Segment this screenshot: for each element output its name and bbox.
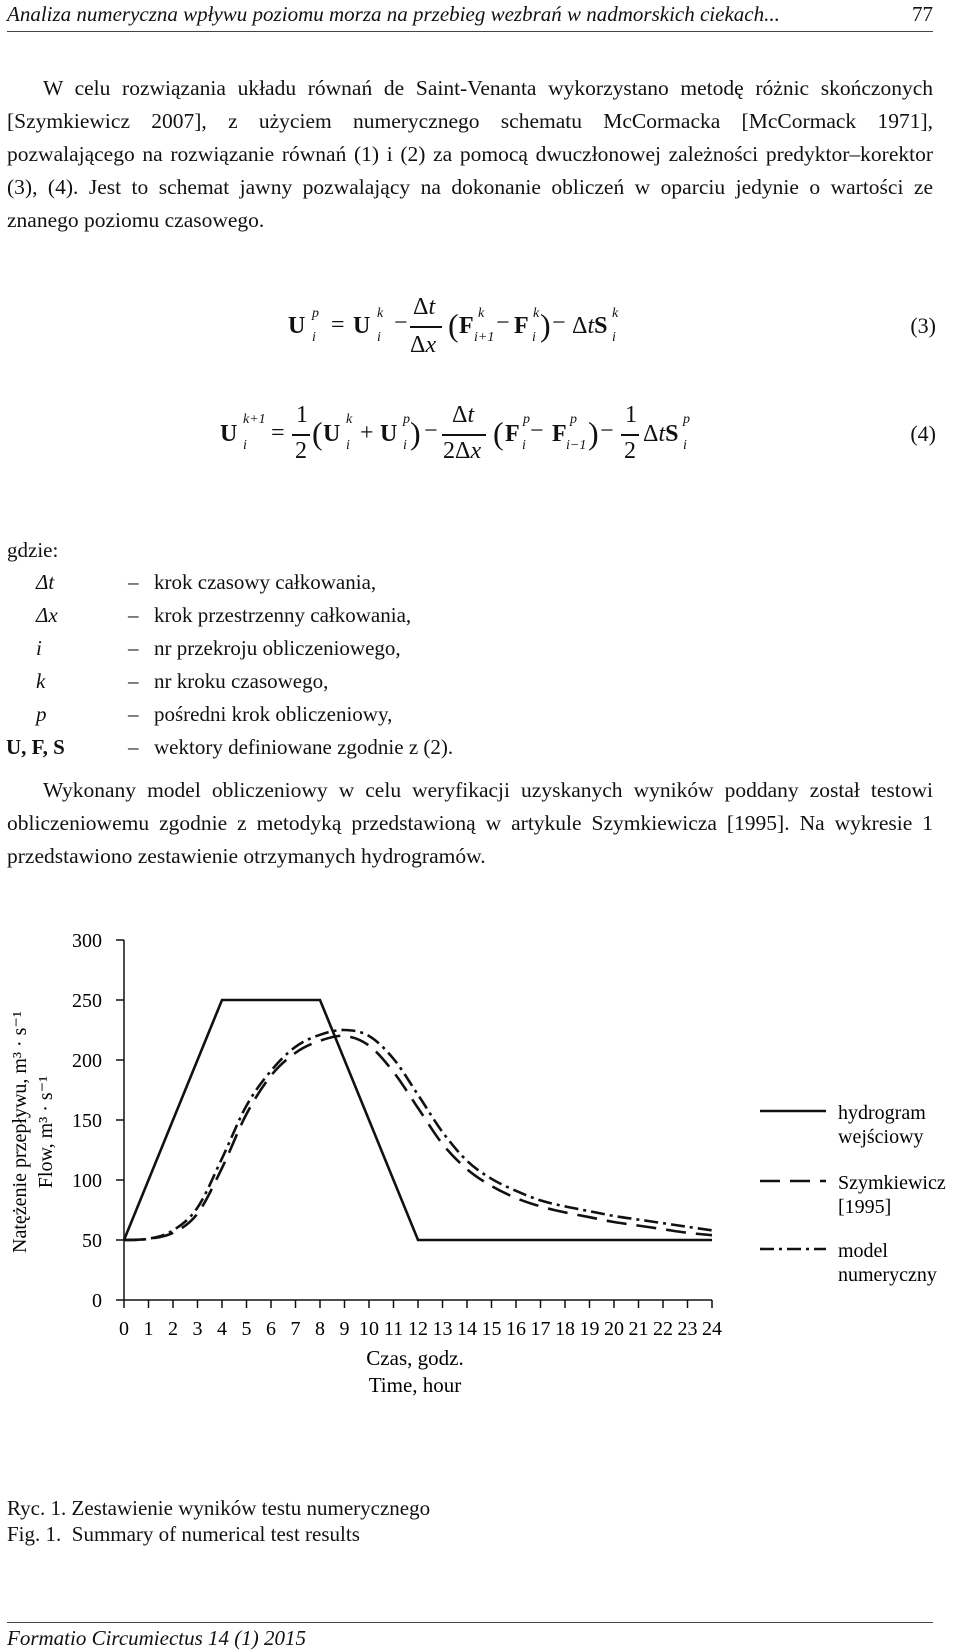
series-layer bbox=[124, 1000, 712, 1240]
x-tick-label: 15 bbox=[481, 1318, 502, 1340]
y-tick-label: 250 bbox=[72, 990, 102, 1012]
definition-symbol: k bbox=[36, 669, 46, 693]
y-tick-label: 200 bbox=[72, 1050, 102, 1072]
series-line-dash-dot bbox=[124, 1030, 712, 1240]
running-title: Analiza numeryczna wpływu poziomu morza na przebieg wezbrań w nadmorskich ciekach... bbox=[7, 2, 780, 26]
equation-3-label: (3) bbox=[910, 313, 936, 338]
x-tick-label: 7 bbox=[290, 1318, 301, 1340]
x-tick-label: 10 bbox=[359, 1318, 379, 1340]
definition-text: pośredni krok obliczeniowy, bbox=[154, 702, 393, 726]
y-axis bbox=[72, 930, 124, 1312]
series-line-dashed bbox=[124, 1036, 712, 1240]
journal-footer: Formatio Circumiectus 14 (1) 2015 bbox=[7, 1626, 307, 1650]
footer-rule bbox=[7, 1622, 933, 1623]
y-axis-label-en: Flow, m³ · s⁻¹ bbox=[35, 1075, 57, 1189]
legend-label-szymkiewicz-2: [1995] bbox=[838, 1196, 892, 1218]
y-tick-label: 300 bbox=[72, 930, 102, 952]
x-tick-label: 11 bbox=[383, 1318, 404, 1340]
x-tick-label: 14 bbox=[457, 1318, 477, 1340]
figure-caption-en: Fig. 1. Summary of numerical test results bbox=[7, 1522, 360, 1546]
x-tick-label: 5 bbox=[241, 1318, 252, 1340]
x-tick-label: 13 bbox=[432, 1318, 453, 1340]
x-tick-label: 2 bbox=[168, 1318, 178, 1340]
x-tick-label: 24 bbox=[702, 1318, 722, 1340]
page-number: 77 bbox=[912, 2, 933, 26]
x-tick-label: 22 bbox=[653, 1318, 673, 1340]
figure-caption-pl: Ryc. 1. Zestawienie wyników testu numerycznego bbox=[7, 1496, 431, 1520]
x-tick-label: 0 bbox=[119, 1318, 129, 1340]
x-tick-label: 19 bbox=[579, 1318, 600, 1340]
where-label: gdzie: bbox=[7, 538, 59, 562]
x-tick-label: 9 bbox=[339, 1318, 350, 1340]
series-line-solid bbox=[124, 1000, 712, 1240]
paragraph-verification: Wykonany model obliczeniowy w celu weryfikacji uzyskanych wyników poddany został testowi obliczeniowemu zgodnie z metodyką przedstawioną w artykule Szymkiewicza [1995]. Na wykresie 1 przedstawiono zestawienie otrzymanych hydrogramów. bbox=[7, 778, 933, 868]
x-tick-label: 1 bbox=[143, 1318, 154, 1340]
definition-text: nr przekroju obliczeniowego, bbox=[154, 636, 401, 660]
legend-label-input-1: hydrogram bbox=[838, 1102, 926, 1124]
legend-label-input-2: wejściowy bbox=[838, 1126, 924, 1148]
x-tick-label: 23 bbox=[677, 1318, 698, 1340]
definition-text: nr kroku czasowego, bbox=[154, 669, 329, 693]
x-tick-label: 21 bbox=[628, 1318, 649, 1340]
x-tick-label: 4 bbox=[217, 1318, 227, 1340]
definition-text: krok przestrzenny całkowania, bbox=[154, 603, 412, 627]
chart-legend bbox=[760, 1102, 946, 1286]
definition-text: krok czasowy całkowania, bbox=[154, 570, 377, 594]
paragraph-method: W celu rozwiązania układu równań de Saint-Venanta wykorzystano metodę różnic skończonych [Szymkiewicz 2007], z użyciem numerycznego schematu McCormacka [McCormack 1971], pozwalającego na rozwiązanie równań (1) i (2) za pomocą dwuczłonowej zależności predyktor–korektor (3), (4). Jest to schemat jawny pozwalający na dokonanie obliczeń w oparciu jedynie o wartości ze znanego poziomu czasowego. bbox=[7, 76, 933, 232]
x-tick-label: 12 bbox=[408, 1318, 428, 1340]
legend-label-model-2: numeryczny bbox=[838, 1264, 937, 1286]
definition-symbol: Δt bbox=[36, 570, 55, 594]
header-rule bbox=[7, 31, 933, 32]
x-tick-label: 17 bbox=[530, 1318, 551, 1340]
definition-symbol: U, F, S bbox=[6, 735, 65, 759]
y-tick-label: 50 bbox=[82, 1230, 102, 1252]
equation-4: U k+1 i = 1 2 ( U k i + U p i ) − Δt 2Δx ( F p i − F p i−1 ) − 1 2 ΔtS p i (4) bbox=[220, 402, 936, 464]
definition-symbol: i bbox=[36, 636, 42, 660]
x-axis-label-en: Time, hour bbox=[368, 1373, 462, 1397]
hydrograph-chart bbox=[0, 900, 960, 1460]
x-axis bbox=[119, 1300, 722, 1340]
x-tick-label: 16 bbox=[506, 1318, 526, 1340]
y-tick-label: 150 bbox=[72, 1110, 102, 1132]
x-tick-label: 6 bbox=[266, 1318, 276, 1340]
y-tick-label: 0 bbox=[92, 1290, 102, 1312]
definition-text: wektory definiowane zgodnie z (2). bbox=[154, 735, 454, 759]
legend-label-model-1: model bbox=[838, 1240, 888, 1262]
legend-label-szymkiewicz-1: Szymkiewicz bbox=[838, 1172, 946, 1194]
equation-3: U p i = U k i − Δt Δx ( F k i+1 − F k i ) − ΔtS k i (3) bbox=[288, 294, 936, 358]
definition-symbol: Δx bbox=[36, 603, 58, 627]
equation-4-label: (4) bbox=[910, 421, 936, 446]
x-axis-label-pl: Czas, godz. bbox=[366, 1346, 464, 1370]
x-tick-label: 8 bbox=[315, 1318, 325, 1340]
y-tick-label: 100 bbox=[72, 1170, 102, 1192]
x-tick-label: 20 bbox=[604, 1318, 624, 1340]
x-tick-label: 3 bbox=[192, 1318, 203, 1340]
y-axis-label-pl: Natężenie przepływu, m³ · s⁻¹ bbox=[9, 1011, 31, 1253]
x-tick-label: 18 bbox=[555, 1318, 575, 1340]
definition-symbol: p bbox=[36, 702, 47, 726]
